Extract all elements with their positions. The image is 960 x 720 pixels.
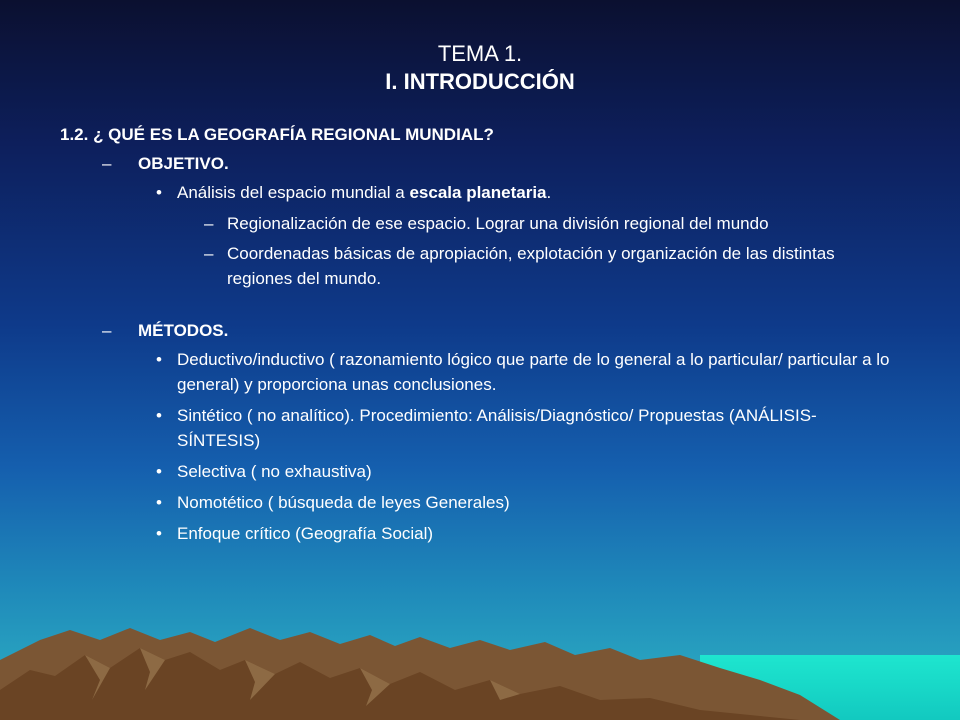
metodos-bullet-text: Selectiva ( no exhaustiva): [177, 462, 372, 481]
metodos-bullet: [60, 459, 890, 484]
slide-content: [60, 122, 890, 552]
subitem-text: Coordenadas básicas de apropiación, explotación y organización de las distintas regiones del mundo.: [227, 244, 835, 288]
objetivo-bullet-prefix: Análisis del espacio mundial a: [177, 183, 410, 202]
metodos-bullet: [60, 521, 890, 546]
objetivo-bullet-bold: escala planetaria: [409, 183, 547, 202]
title-line-1: TEMA 1.: [437, 41, 523, 66]
metodos-bullet: [60, 490, 890, 515]
section-heading: 1.2. ¿ QUÉ ES LA GEOGRAFÍA REGIONAL MUNDIAL?: [60, 125, 494, 144]
metodos-bullet-text: Sintético ( no analítico). Procedimiento: Análisis/Diagnóstico/ Propuestas (ANÁLISIS-SÍNTESIS): [177, 406, 817, 450]
objetivo-subitem: [60, 211, 890, 236]
objetivo-bullet: [60, 180, 890, 205]
bullet-marker: •: [156, 493, 162, 512]
dash-marker: –: [102, 321, 112, 340]
title-line-2: I. INTRODUCCIÓN: [385, 69, 575, 94]
spacer: [60, 296, 890, 318]
slide-title: [0, 40, 960, 96]
objetivo-bullet-suffix: .: [546, 183, 552, 202]
metodos-bullet-text: Deductivo/inductivo ( razonamiento lógico que parte de lo general a lo particular/ particular a lo general) y proporciona unas conclusiones.: [177, 350, 890, 394]
bullet-marker: •: [156, 462, 162, 481]
dash-marker: –: [204, 244, 214, 263]
dash-marker: –: [204, 214, 214, 233]
metodos-label: MÉTODOS.: [138, 321, 229, 340]
bullet-marker: •: [156, 350, 162, 369]
metodos-bullet: [60, 403, 890, 453]
metodos-bullet: [60, 347, 890, 397]
bullet-marker: •: [156, 183, 162, 202]
metodos-bullet-text: Nomotético ( búsqueda de leyes Generales): [177, 493, 510, 512]
dash-marker: –: [102, 154, 112, 173]
objetivo-item: [60, 151, 890, 176]
objetivo-label: OBJETIVO.: [138, 154, 229, 173]
metodos-item: [60, 318, 890, 343]
bullet-marker: •: [156, 524, 162, 543]
subitem-text: Regionalización de ese espacio. Lograr una división regional del mundo: [227, 214, 769, 233]
metodos-bullet-text: Enfoque crítico (Geografía Social): [177, 524, 434, 543]
bullet-marker: •: [156, 406, 162, 425]
objetivo-subitem: [60, 241, 890, 291]
